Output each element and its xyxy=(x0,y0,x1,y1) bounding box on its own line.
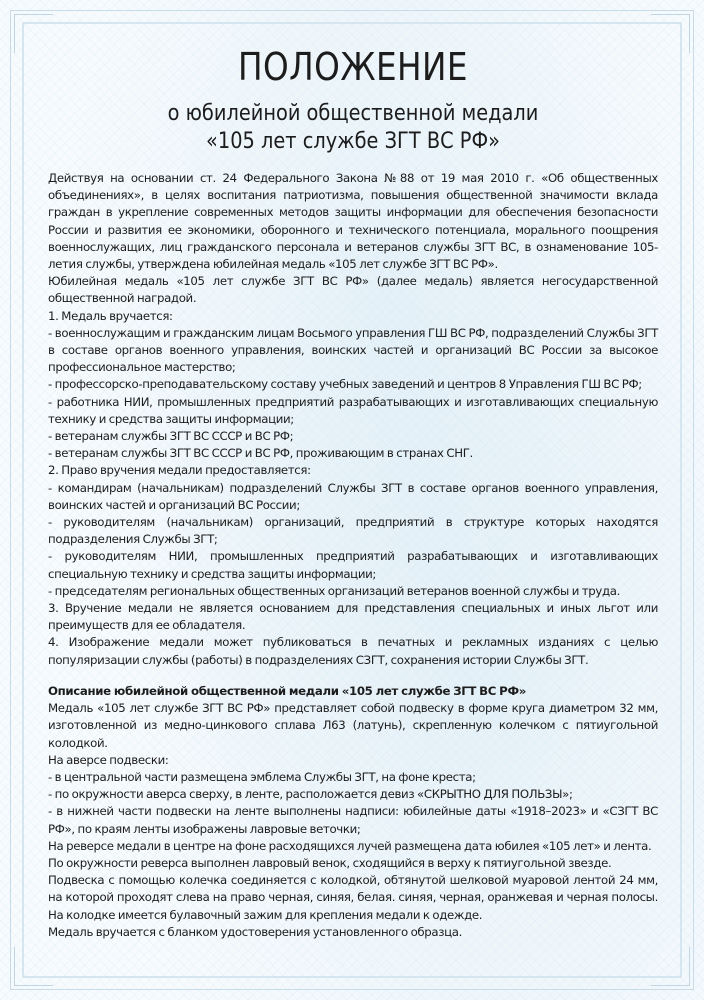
subtitle-line-2: «105 лет службе ЗГТ ВС РФ» xyxy=(206,129,500,154)
list-item: - в нижней части подвески на ленте выполнены надписи: юбилейные даты «1918–2023» и «СЗГТ ВС РФ», по краям ленты изображены лавровые веточки; xyxy=(48,804,658,836)
document-body xyxy=(48,170,658,941)
document-subtitle xyxy=(85,100,622,156)
corner-ornament-bottom-right xyxy=(651,947,690,986)
section-4-paragraph: 4. Изображение медали может публиковаться в печатных и рекламных изданиях с целью популяризации службы (работы) в подразделениях СЗГТ, сохранения истории Службы ЗГТ. xyxy=(48,635,658,667)
paragraph: На реверсе медали в центре на фоне расходящихся лучей размещена дата юбилея «105 лет» и лента. xyxy=(48,838,652,853)
document-content xyxy=(48,44,658,941)
paragraph: Медаль вручается с бланком удостоверения установленного образца. xyxy=(48,924,463,939)
list-item: - военнослужащим и гражданским лицам Восьмого управления ГШ ВС РФ, подразделений Службы ЗГТ в составе органов военного управления, воинских частей и организаций ВС России за высокое профессиональное мастерство; xyxy=(48,325,658,375)
document-title: ПОЛОЖЕНИЕ xyxy=(238,45,468,89)
list-item: - командирам (начальникам) подразделений Службы ЗГТ в составе органов военного управления, воинских частей и организаций ВС России; xyxy=(48,480,658,512)
list-item: - председателям региональных общественных организаций ветеранов военной службы и труда. xyxy=(48,583,620,598)
paragraph: Действуя на основании ст. 24 Федерального Закона №88 от 19 мая 2010 г. «Об общественных объединениях», в целях воспитания патриотизма, повышения общественной значимости вклада граждан в укрепление современных методов защиты информации для обеспечения безопасности России и развития ее экономики, оборонного и технического потенциала, морального поощрения военнослужащих, лиц гражданского персонала и ветеранов службы ЗГТ ВС, в ознаменование 105-летия службы, утверждена юбилейная медаль «105 лет службе ЗГТ ВС РФ». xyxy=(48,171,658,272)
list-item: - ветеранам службы ЗГТ ВС СССР и ВС РФ, проживающим в странах СНГ. xyxy=(48,446,473,461)
paragraph: По окружности реверса выполнен лавровый венок, сходящийся в верху к пятиугольной звезде. xyxy=(48,855,612,870)
list-item: - работника НИИ, промышленных предприятий разрабатывающих и изготавливающих специальную технику и средства защиты информации; xyxy=(48,394,658,426)
corner-ornament-bottom-left xyxy=(14,947,53,986)
subtitle-line-1: о юбилейной общественной медали xyxy=(167,101,539,126)
paragraph: Подвеска с помощью колечка соединяется с колодкой, обтянутой шелковой муаровой лентой 24 мм, на которой проходят слева на право черная, синяя, белая. синяя, черная, оранжевая и черная полосы. На колодке имеется булавочный зажим для крепления медали к одежде. xyxy=(48,873,658,922)
list-item: - руководителям НИИ, промышленных предприятий разрабатывающих и изготавливающих специальную технику и средства защиты информации; xyxy=(48,549,658,581)
paragraph: На аверсе подвески: xyxy=(48,752,169,767)
section-3-paragraph: 3. Вручение медали не является основанием для представления специальных и иных льгот или преимуществ для ее обладателя. xyxy=(48,601,658,633)
list-item: - ветеранам службы ЗГТ ВС СССР и ВС РФ; xyxy=(48,429,294,444)
paragraph: Медаль «105 лет службе ЗГТ ВС РФ» представляет собой подвеску в форме круга диаметром 32 мм, изготовленной из медно-цинкового сплава Л63 (латунь), скрепленную колечком с пятиугольной колодкой. xyxy=(48,701,658,750)
section-2-heading: 2. Право вручения медали предоставляется: xyxy=(48,463,311,478)
paragraph: Юбилейная медаль «105 лет службе ЗГТ ВС РФ» (далее медаль) является негосударственной общественной наградой. xyxy=(48,274,658,306)
list-item: - руководителям (начальникам) организаций, предприятий в структуре которых находятся подразделения Службы ЗГТ; xyxy=(48,515,658,547)
list-item: - по окружности аверса сверху, в ленте, расположается девиз «СКРЫТНО ДЛЯ ПОЛЬЗЫ»; xyxy=(48,787,573,802)
list-item: - в центральной части размещена эмблема Службы ЗГТ, на фоне креста; xyxy=(48,769,476,784)
section-1-heading: 1. Медаль вручается: xyxy=(48,308,173,323)
description-heading: Описание юбилейной общественной медали «105 лет службе ЗГТ ВС РФ» xyxy=(48,683,526,698)
list-item: - профессорско-преподавательскому составу учебных заведений и центров 8 Управления ГШ ВС РФ; xyxy=(48,377,642,392)
